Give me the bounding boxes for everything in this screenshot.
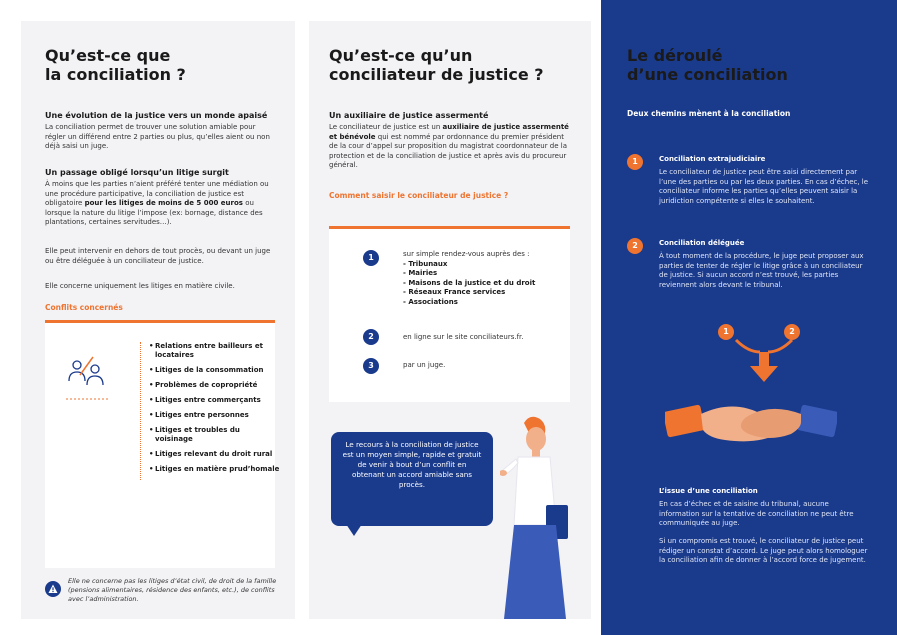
step-1-item: - Associations — [403, 297, 458, 306]
conflict-item: • Litiges entre commerçants — [149, 396, 280, 405]
step-2-text: en ligne sur le site conciliateurs.fr. — [403, 333, 524, 341]
path-number: 1 — [627, 154, 643, 170]
step-number: 1 — [363, 250, 379, 266]
step-1-item: - Maisons de la justice et du droit — [403, 278, 536, 287]
p2-part-d: . — [169, 218, 172, 227]
conflicts-list — [140, 342, 280, 480]
speech-bubble: Le recours à la conciliation de justice est un moyen simple, rapide et gratuit de venir à bout d’un conflit en obtenant un accord amiable sans procès. — [331, 432, 493, 526]
step-1-text: sur simple rendez-vous auprès des : — [403, 250, 530, 258]
title-line-2: conciliateur de justice ? — [329, 65, 544, 84]
path-1-heading: Conciliation extrajudiciaire — [659, 155, 766, 163]
people-conflict-icon — [66, 355, 108, 403]
p2-part-c: ou lorsque la nature du litige l’impose (ex: bornage, distance des plantations, certaines servitudes…) — [45, 199, 263, 227]
p1-part-a: Le conciliateur de justice est un — [329, 123, 441, 131]
paragraph-passage — [45, 180, 277, 228]
subheading-evolution: Une évolution de la justice vers un monde apaisé — [45, 111, 268, 120]
subheading-passage: Un passage obligé lorsqu’un litige surgit — [45, 168, 229, 177]
conflict-item: • Litiges en matière prud’homale — [149, 465, 280, 474]
step-1 — [403, 250, 563, 308]
card-accent-bar — [329, 226, 570, 229]
paragraph-civil: Elle concerne uniquement les litiges en matière civile. — [45, 282, 235, 290]
bubble-tail — [346, 524, 362, 536]
conflict-item: • Problèmes de copropriété — [149, 381, 280, 390]
handshake-icon — [665, 388, 837, 458]
p1-part-c: qui est nommé par ordonnance du premier président de la cour d’appel sur proposition du magistrat coordonnateur de la protection et de la conciliation de justice et après avis du procureur général. — [329, 132, 568, 170]
path-2-heading: Conciliation déléguée — [659, 239, 745, 247]
step-1-item: - Tribunaux — [403, 259, 448, 268]
conflict-item: • Litiges relevant du droit rural — [149, 450, 280, 459]
person-illustration — [500, 415, 582, 619]
subheading-auxiliaire: Un auxiliaire de justice assermenté — [329, 111, 489, 120]
conflict-item: • Litiges de la consommation — [149, 366, 280, 375]
conflict-item: • Litiges entre personnes — [149, 411, 280, 420]
paragraph-auxiliaire — [329, 123, 569, 171]
p1-bold: auxiliaire de justice assermenté et bénévole — [329, 123, 569, 141]
path-number: 2 — [627, 238, 643, 254]
step-number: 2 — [363, 329, 379, 345]
paragraph-evolution: La conciliation permet de trouver une solution amiable pour régler un différend entre 2 parties ou plus, qu’elles aient ou non déjà saisi un juge. — [45, 123, 270, 151]
step-3-text: par un juge. — [403, 361, 446, 369]
how-to-heading: Comment saisir le conciliateur de justice ? — [329, 191, 509, 200]
p2-bold: pour les litiges de moins de 5 000 euros — [84, 199, 243, 208]
title-line-1: Qu’est-ce qu’un — [329, 46, 473, 65]
conciliation-title — [45, 46, 186, 84]
warning-icon — [45, 581, 61, 597]
issue-paragraph-2: Si un compromis est trouvé, le conciliateur de justice peut rédiger un constat d’accord. Le juge peut alors homologuer la conciliation afin de donner à l’accord force de jugement. — [659, 537, 868, 565]
issue-paragraph-1: En cas d’échec et de saisine du tribunal, aucune information sur la tentative de conciliation ne peut être communiquée au juge. — [659, 500, 854, 528]
merge-arrow-icon — [730, 330, 800, 385]
conflict-item: • Relations entre bailleurs et locataires — [149, 342, 280, 360]
p2-part-a: À moins que les parties n’aient préféré tenter une médiation ou une procédure participative, la conciliation de justice est obligatoire — [45, 180, 269, 208]
title-line-1: Le déroulé — [627, 46, 723, 65]
paragraph-intervention: Elle peut intervenir en dehors de tout procès, ou devant un juge ou être déléguée à un conciliateur de justice. — [45, 247, 271, 265]
step-1-item: - Mairies — [403, 269, 438, 278]
merge-number: 1 — [718, 324, 734, 340]
conflict-item: • Litiges et troubles du voisinage — [149, 426, 280, 444]
title-line-2: la conciliation ? — [45, 65, 186, 84]
issue-heading: L’issue d’une conciliation — [659, 487, 758, 495]
two-paths-intro: Deux chemins mènent à la conciliation — [627, 109, 791, 118]
conciliateur-title — [329, 46, 544, 84]
path-1-text: Le conciliateur de justice peut être saisi directement par l’une des parties ou par les deux parties. En cas d’échec, le conciliateur informe les parties qu’elles peuvent saisir la juridiction compétente si elles le souhaitent. — [659, 168, 869, 205]
deroule-title — [627, 46, 788, 84]
exclusion-note: Elle ne concerne pas les litiges d’état civil, de droit de la famille (pensions alimentaires, résidence des enfants, etc.), de conflits avec l’administration. — [68, 577, 277, 603]
step-number: 3 — [363, 358, 379, 374]
title-line-1: Qu’est-ce que — [45, 46, 171, 65]
merge-number: 2 — [784, 324, 800, 340]
title-line-2: d’une conciliation — [627, 65, 788, 84]
conflicts-heading: Conflits concernés — [45, 303, 123, 312]
step-1-item: - Réseaux France services — [403, 288, 506, 297]
path-2-text: À tout moment de la procédure, le juge peut proposer aux parties de tenter de régler le litige grâce à un conciliateur de justice. Si aucun accord n’est trouvé, les parties reviennent alors devant le tribunal. — [659, 252, 864, 289]
card-accent-bar — [45, 320, 275, 323]
